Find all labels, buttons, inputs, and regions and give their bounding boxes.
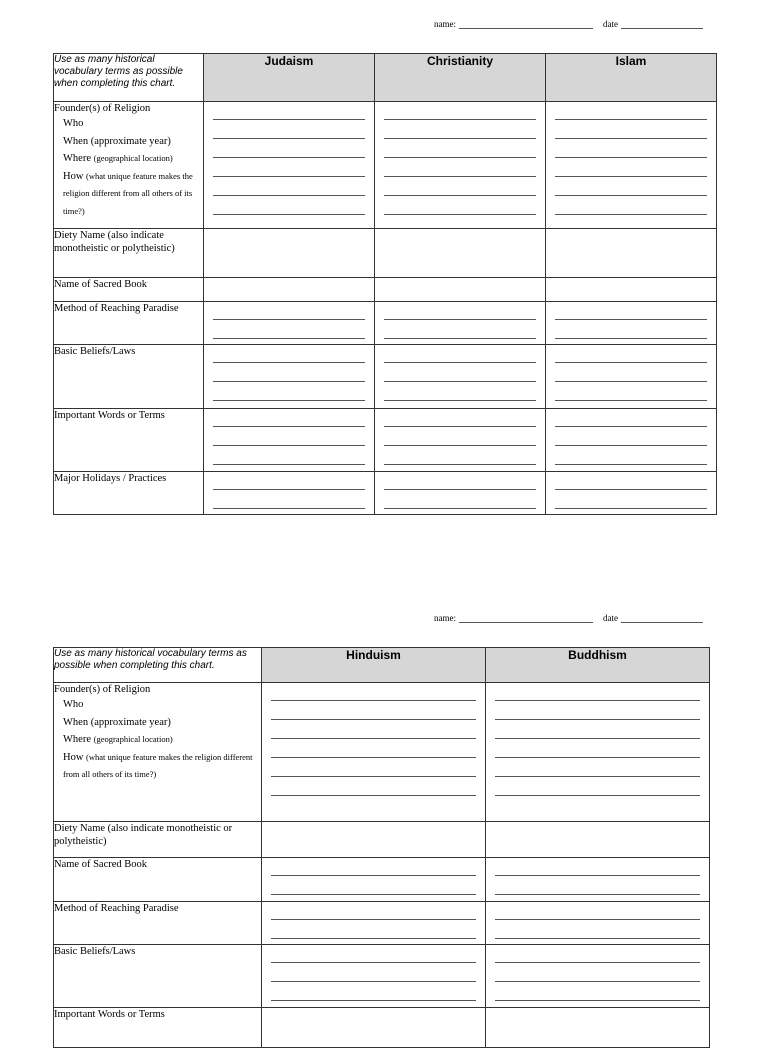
instructions: Use as many historical vocabulary terms as possible when completing this chart. [54, 648, 262, 683]
answer-cell[interactable] [204, 472, 375, 515]
table-row [54, 683, 710, 822]
table-row [54, 102, 717, 229]
date-field[interactable] [621, 19, 703, 29]
answer-cell[interactable] [204, 102, 375, 229]
name-label: name: [434, 19, 456, 29]
row-label-paradise: Method of Reaching Paradise [54, 902, 262, 945]
when-label: When (approximate year) [63, 135, 171, 147]
header-name-date [434, 15, 717, 29]
table-row [54, 822, 710, 858]
answer-cell[interactable] [486, 683, 710, 822]
answer-cell[interactable] [486, 945, 710, 1008]
name-field[interactable] [459, 613, 593, 623]
answer-cell[interactable] [546, 472, 717, 515]
table-header-row [54, 648, 710, 683]
answer-cell[interactable] [262, 858, 486, 902]
answer-cell[interactable] [486, 902, 710, 945]
answer-cell[interactable] [546, 345, 717, 409]
table-row [54, 472, 717, 515]
column-header-judaism: Judaism [204, 54, 375, 102]
name-field[interactable] [459, 19, 593, 29]
answer-cell[interactable] [546, 302, 717, 345]
table-row [54, 409, 717, 472]
who-label: Who [63, 118, 84, 129]
row-label-holidays: Major Holidays / Practices [54, 472, 204, 515]
row-label-sacred-book: Name of Sacred Book [54, 278, 204, 302]
date-field[interactable] [621, 613, 703, 623]
table-header-row [54, 54, 717, 102]
answer-cell[interactable] [375, 229, 546, 278]
row-label-terms: Important Words or Terms [54, 409, 204, 472]
answer-cell[interactable] [262, 1008, 486, 1048]
religion-chart-2 [53, 647, 710, 1048]
row-label-paradise: Method of Reaching Paradise [54, 302, 204, 345]
founders-label: Founder(s) of Religion [54, 103, 151, 114]
answer-cell[interactable] [262, 945, 486, 1008]
table-row [54, 302, 717, 345]
answer-cell[interactable] [204, 345, 375, 409]
answer-cell[interactable] [375, 102, 546, 229]
answer-cell[interactable] [546, 102, 717, 229]
answer-cell[interactable] [204, 302, 375, 345]
answer-cell[interactable] [375, 345, 546, 409]
answer-cell[interactable] [486, 858, 710, 902]
answer-cell[interactable] [546, 278, 717, 302]
when-label: When (approximate year) [63, 716, 171, 728]
where-label: Where (geographical location) [63, 153, 173, 164]
row-label-deity: Diety Name (also indicate monotheistic or polytheistic) [54, 229, 204, 278]
answer-cell[interactable] [262, 683, 486, 822]
answer-cell[interactable] [375, 409, 546, 472]
table-row [54, 945, 710, 1008]
answer-cell[interactable] [204, 409, 375, 472]
answer-cell[interactable] [546, 229, 717, 278]
answer-cell[interactable] [486, 1008, 710, 1048]
row-label-sacred-book: Name of Sacred Book [54, 858, 262, 902]
answer-cell[interactable] [546, 409, 717, 472]
answer-cell[interactable] [375, 302, 546, 345]
how-label: How (what unique feature makes the religion different from all others of its time?) [63, 751, 253, 779]
who-label: Who [63, 699, 84, 710]
row-label-beliefs: Basic Beliefs/Laws [54, 345, 204, 409]
answer-cell[interactable] [204, 229, 375, 278]
row-label-beliefs: Basic Beliefs/Laws [54, 945, 262, 1008]
name-label: name: [434, 613, 456, 623]
where-label: Where (geographical location) [63, 734, 173, 745]
column-header-hinduism: Hinduism [262, 648, 486, 683]
date-label: date [603, 613, 618, 623]
founders-label: Founder(s) of Religion [54, 684, 151, 695]
row-label-founders [54, 683, 262, 822]
table-row [54, 345, 717, 409]
table-row [54, 902, 710, 945]
answer-cell[interactable] [375, 278, 546, 302]
row-label-founders [54, 102, 204, 229]
date-label: date [603, 19, 618, 29]
header-name-date-2 [434, 609, 717, 623]
row-label-deity: Diety Name (also indicate monotheistic or polytheistic) [54, 822, 262, 858]
religion-chart-1 [53, 53, 717, 515]
table-row [54, 858, 710, 902]
instructions: Use as many historical vocabulary terms as possible when completing this chart. [54, 54, 204, 102]
table-row [54, 1008, 710, 1048]
column-header-christianity: Christianity [375, 54, 546, 102]
row-label-terms: Important Words or Terms [54, 1008, 262, 1048]
column-header-buddhism: Buddhism [486, 648, 710, 683]
table-row [54, 229, 717, 278]
table-row [54, 278, 717, 302]
how-label: How (what unique feature makes the religion different from all others of its time?) [63, 170, 193, 216]
answer-cell[interactable] [262, 902, 486, 945]
answer-cell[interactable] [486, 822, 710, 858]
column-header-islam: Islam [546, 54, 717, 102]
answer-cell[interactable] [204, 278, 375, 302]
answer-cell[interactable] [262, 822, 486, 858]
answer-cell[interactable] [375, 472, 546, 515]
